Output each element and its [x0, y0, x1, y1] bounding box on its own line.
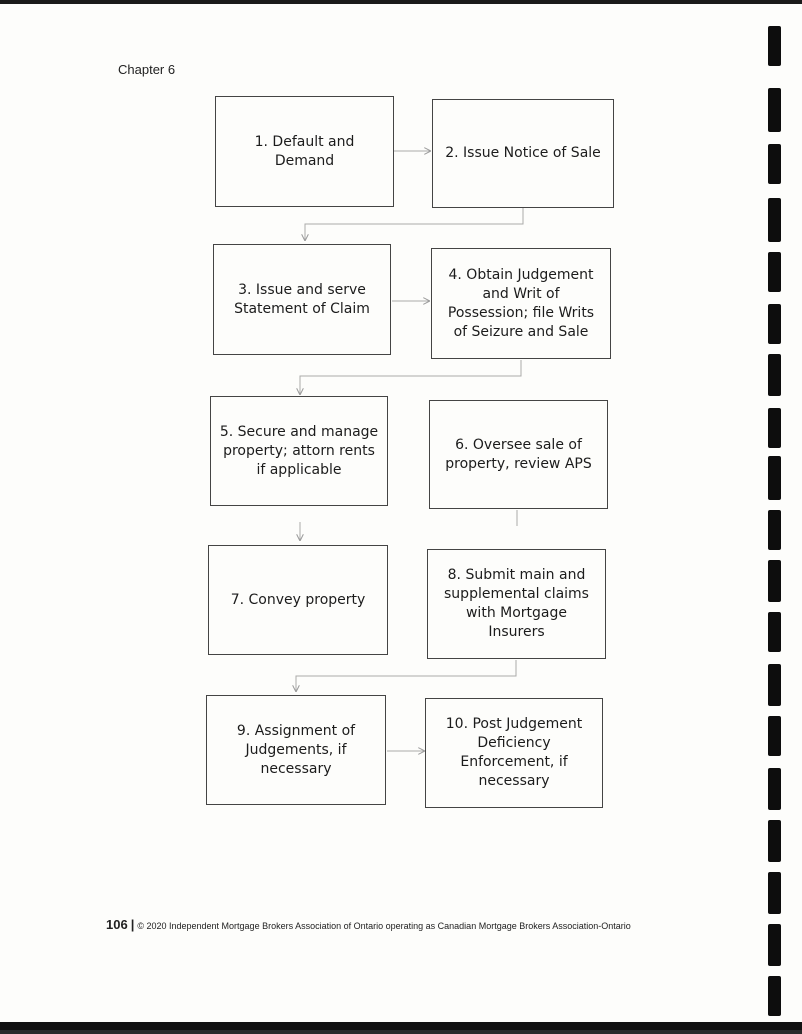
step-label: 1. Default and Demand [254, 133, 355, 169]
step-label: 2. Issue Notice of Sale [445, 145, 601, 161]
chapter-header: Chapter 6 [118, 62, 176, 77]
step-label: 4. Obtain Judgement and Writ of Possession; file Writs of Seizure and Sale [447, 266, 595, 340]
step-box-9 [206, 695, 386, 805]
step-label: 6. Oversee sale of property, review APS [445, 436, 592, 472]
connector-2-3 [305, 208, 523, 240]
step-box-7 [208, 545, 388, 655]
flow-connectors [0, 4, 802, 1034]
connector-4-5 [300, 360, 521, 394]
connector-8-9 [296, 660, 516, 691]
page-bottom-edge [0, 1022, 802, 1030]
copyright-text: © 2020 Independent Mortgage Brokers Association of Ontario operating as Canadian Mortgage Brokers Association-Ontario [137, 921, 631, 931]
step-box-5 [210, 396, 388, 506]
step-label: 9. Assignment of Judgements, if necessary [236, 722, 356, 777]
page-number: 106 [106, 917, 128, 932]
page-footer [106, 917, 631, 932]
step-box-10 [425, 698, 603, 808]
step-label: 8. Submit main and supplemental claims with Mortgage Insurers [444, 567, 589, 640]
step-box-1 [215, 96, 394, 207]
step-box-6 [429, 400, 608, 509]
step-box-4 [431, 248, 611, 359]
step-label: 10. Post Judgement Deficiency Enforcement, if necessary [445, 716, 583, 789]
footer-separator: | [130, 917, 135, 932]
step-label: 3. Issue and serve Statement of Claim [234, 281, 370, 317]
step-box-8 [427, 549, 606, 659]
step-box-3 [213, 244, 391, 355]
step-label: 7. Convey property [230, 591, 366, 608]
step-label: 5. Secure and manage property; attorn rents if applicable [219, 423, 379, 478]
step-box-2 [432, 99, 614, 208]
